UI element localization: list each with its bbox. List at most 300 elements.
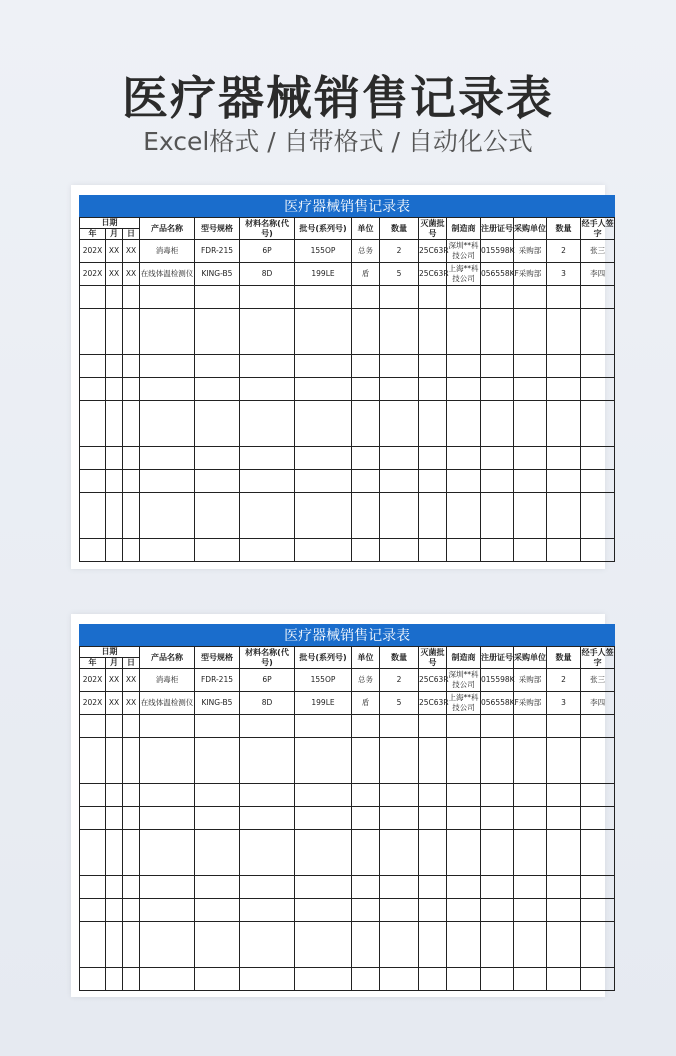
empty-cell[interactable] xyxy=(481,922,514,968)
empty-cell[interactable] xyxy=(195,968,240,991)
empty-cell[interactable] xyxy=(195,784,240,807)
empty-cell[interactable] xyxy=(123,309,140,355)
empty-cell[interactable] xyxy=(80,309,106,355)
empty-cell[interactable] xyxy=(140,378,195,401)
empty-cell[interactable] xyxy=(240,378,295,401)
empty-cell[interactable] xyxy=(295,401,352,447)
empty-cell[interactable] xyxy=(106,968,123,991)
empty-cell[interactable] xyxy=(419,286,447,309)
table-cell[interactable]: 3 xyxy=(547,263,581,286)
empty-cell[interactable] xyxy=(514,968,547,991)
empty-cell[interactable] xyxy=(123,922,140,968)
empty-cell[interactable] xyxy=(240,401,295,447)
table-cell[interactable]: 6P xyxy=(240,240,295,263)
empty-cell[interactable] xyxy=(295,876,352,899)
empty-cell[interactable] xyxy=(240,309,295,355)
empty-cell[interactable] xyxy=(447,309,481,355)
table-cell[interactable]: FDR-215 xyxy=(195,240,240,263)
empty-cell[interactable] xyxy=(447,286,481,309)
empty-cell[interactable] xyxy=(547,401,581,447)
empty-cell[interactable] xyxy=(547,715,581,738)
empty-cell[interactable] xyxy=(80,378,106,401)
empty-cell[interactable] xyxy=(352,784,380,807)
empty-cell[interactable] xyxy=(80,539,106,562)
empty-cell[interactable] xyxy=(240,876,295,899)
empty-cell[interactable] xyxy=(514,876,547,899)
empty-cell[interactable] xyxy=(80,830,106,876)
empty-cell[interactable] xyxy=(481,830,514,876)
empty-cell[interactable] xyxy=(123,539,140,562)
empty-cell[interactable] xyxy=(140,968,195,991)
empty-cell[interactable] xyxy=(514,447,547,470)
table-cell[interactable]: 在线体温检测仪 xyxy=(140,263,195,286)
empty-cell[interactable] xyxy=(106,715,123,738)
empty-cell[interactable] xyxy=(123,807,140,830)
table-cell[interactable]: 199LE xyxy=(295,263,352,286)
table-cell[interactable]: 张三 xyxy=(581,240,615,263)
empty-cell[interactable] xyxy=(80,968,106,991)
empty-cell[interactable] xyxy=(581,807,615,830)
table-cell[interactable]: FDR-215 xyxy=(195,669,240,692)
empty-cell[interactable] xyxy=(581,715,615,738)
empty-cell[interactable] xyxy=(514,286,547,309)
empty-cell[interactable] xyxy=(80,401,106,447)
empty-cell[interactable] xyxy=(419,309,447,355)
empty-cell[interactable] xyxy=(295,738,352,784)
empty-cell[interactable] xyxy=(140,539,195,562)
empty-cell[interactable] xyxy=(547,470,581,493)
empty-cell[interactable] xyxy=(195,738,240,784)
empty-cell[interactable] xyxy=(447,355,481,378)
empty-cell[interactable] xyxy=(123,286,140,309)
table-cell[interactable]: 056558KF xyxy=(481,692,514,715)
empty-cell[interactable] xyxy=(481,784,514,807)
table-cell[interactable]: 2 xyxy=(547,240,581,263)
empty-cell[interactable] xyxy=(581,899,615,922)
empty-cell[interactable] xyxy=(295,899,352,922)
table-cell[interactable]: 总务 xyxy=(352,240,380,263)
empty-cell[interactable] xyxy=(195,715,240,738)
empty-cell[interactable] xyxy=(481,539,514,562)
empty-cell[interactable] xyxy=(80,784,106,807)
empty-cell[interactable] xyxy=(380,899,419,922)
empty-cell[interactable] xyxy=(514,922,547,968)
empty-cell[interactable] xyxy=(514,738,547,784)
table-cell[interactable]: 202X xyxy=(80,669,106,692)
empty-cell[interactable] xyxy=(106,807,123,830)
empty-cell[interactable] xyxy=(380,715,419,738)
empty-cell[interactable] xyxy=(106,286,123,309)
empty-cell[interactable] xyxy=(195,286,240,309)
empty-cell[interactable] xyxy=(352,309,380,355)
empty-cell[interactable] xyxy=(547,738,581,784)
empty-cell[interactable] xyxy=(481,738,514,784)
empty-cell[interactable] xyxy=(240,968,295,991)
empty-cell[interactable] xyxy=(352,493,380,539)
table-cell[interactable]: 上海**科技公司 xyxy=(447,263,481,286)
empty-cell[interactable] xyxy=(380,355,419,378)
empty-cell[interactable] xyxy=(447,899,481,922)
empty-cell[interactable] xyxy=(140,286,195,309)
table-cell[interactable]: 在线体温检测仪 xyxy=(140,692,195,715)
empty-cell[interactable] xyxy=(295,493,352,539)
empty-cell[interactable] xyxy=(352,447,380,470)
table-cell[interactable]: 李四 xyxy=(581,263,615,286)
empty-cell[interactable] xyxy=(80,447,106,470)
empty-cell[interactable] xyxy=(295,539,352,562)
empty-cell[interactable] xyxy=(581,539,615,562)
table-cell[interactable]: 上海**科技公司 xyxy=(447,692,481,715)
empty-cell[interactable] xyxy=(481,355,514,378)
table-cell[interactable]: 8D xyxy=(240,692,295,715)
empty-cell[interactable] xyxy=(240,922,295,968)
empty-cell[interactable] xyxy=(514,493,547,539)
empty-cell[interactable] xyxy=(240,447,295,470)
table-cell[interactable]: 202X xyxy=(80,263,106,286)
table-cell[interactable]: 2 xyxy=(547,669,581,692)
empty-cell[interactable] xyxy=(447,470,481,493)
empty-cell[interactable] xyxy=(481,447,514,470)
table-cell[interactable]: 盾 xyxy=(352,692,380,715)
empty-cell[interactable] xyxy=(380,807,419,830)
empty-cell[interactable] xyxy=(295,807,352,830)
empty-cell[interactable] xyxy=(295,378,352,401)
empty-cell[interactable] xyxy=(380,922,419,968)
empty-cell[interactable] xyxy=(295,470,352,493)
empty-cell[interactable] xyxy=(547,876,581,899)
empty-cell[interactable] xyxy=(195,922,240,968)
empty-cell[interactable] xyxy=(419,830,447,876)
empty-cell[interactable] xyxy=(140,830,195,876)
empty-cell[interactable] xyxy=(514,715,547,738)
empty-cell[interactable] xyxy=(80,470,106,493)
empty-cell[interactable] xyxy=(240,286,295,309)
empty-cell[interactable] xyxy=(481,876,514,899)
empty-cell[interactable] xyxy=(80,807,106,830)
table-cell[interactable]: 25C63R xyxy=(419,669,447,692)
empty-cell[interactable] xyxy=(380,378,419,401)
empty-cell[interactable] xyxy=(140,493,195,539)
empty-cell[interactable] xyxy=(419,922,447,968)
empty-cell[interactable] xyxy=(140,784,195,807)
empty-cell[interactable] xyxy=(295,286,352,309)
table-cell[interactable]: XX xyxy=(123,263,140,286)
empty-cell[interactable] xyxy=(581,830,615,876)
empty-cell[interactable] xyxy=(581,309,615,355)
empty-cell[interactable] xyxy=(352,807,380,830)
empty-cell[interactable] xyxy=(547,922,581,968)
empty-cell[interactable] xyxy=(80,286,106,309)
empty-cell[interactable] xyxy=(547,830,581,876)
table-cell[interactable]: KING-B5 xyxy=(195,263,240,286)
empty-cell[interactable] xyxy=(295,309,352,355)
empty-cell[interactable] xyxy=(419,470,447,493)
empty-cell[interactable] xyxy=(352,876,380,899)
empty-cell[interactable] xyxy=(295,447,352,470)
empty-cell[interactable] xyxy=(581,447,615,470)
empty-cell[interactable] xyxy=(106,876,123,899)
empty-cell[interactable] xyxy=(123,493,140,539)
empty-cell[interactable] xyxy=(447,738,481,784)
empty-cell[interactable] xyxy=(380,784,419,807)
empty-cell[interactable] xyxy=(380,968,419,991)
empty-cell[interactable] xyxy=(195,447,240,470)
empty-cell[interactable] xyxy=(481,968,514,991)
empty-cell[interactable] xyxy=(481,470,514,493)
empty-cell[interactable] xyxy=(481,899,514,922)
empty-cell[interactable] xyxy=(419,355,447,378)
empty-cell[interactable] xyxy=(106,784,123,807)
empty-cell[interactable] xyxy=(352,715,380,738)
empty-cell[interactable] xyxy=(80,715,106,738)
table-cell[interactable]: 202X xyxy=(80,240,106,263)
empty-cell[interactable] xyxy=(581,401,615,447)
empty-cell[interactable] xyxy=(140,715,195,738)
empty-cell[interactable] xyxy=(547,899,581,922)
empty-cell[interactable] xyxy=(80,899,106,922)
empty-cell[interactable] xyxy=(581,922,615,968)
empty-cell[interactable] xyxy=(547,286,581,309)
empty-cell[interactable] xyxy=(123,830,140,876)
empty-cell[interactable] xyxy=(481,309,514,355)
empty-cell[interactable] xyxy=(419,493,447,539)
table-cell[interactable]: 采购部 xyxy=(514,240,547,263)
empty-cell[interactable] xyxy=(547,807,581,830)
empty-cell[interactable] xyxy=(123,968,140,991)
empty-cell[interactable] xyxy=(419,715,447,738)
table-cell[interactable]: 消毒柜 xyxy=(140,240,195,263)
empty-cell[interactable] xyxy=(106,378,123,401)
empty-cell[interactable] xyxy=(352,401,380,447)
table-cell[interactable]: 155OP xyxy=(295,669,352,692)
table-cell[interactable]: 2 xyxy=(380,240,419,263)
table-cell[interactable]: XX xyxy=(106,692,123,715)
empty-cell[interactable] xyxy=(240,807,295,830)
empty-cell[interactable] xyxy=(447,784,481,807)
empty-cell[interactable] xyxy=(123,784,140,807)
empty-cell[interactable] xyxy=(380,830,419,876)
empty-cell[interactable] xyxy=(195,876,240,899)
empty-cell[interactable] xyxy=(581,876,615,899)
table-cell[interactable]: 25C63R xyxy=(419,692,447,715)
table-cell[interactable]: XX xyxy=(106,669,123,692)
empty-cell[interactable] xyxy=(80,738,106,784)
empty-cell[interactable] xyxy=(352,378,380,401)
empty-cell[interactable] xyxy=(195,470,240,493)
empty-cell[interactable] xyxy=(195,378,240,401)
table-cell[interactable]: XX xyxy=(123,669,140,692)
empty-cell[interactable] xyxy=(514,830,547,876)
empty-cell[interactable] xyxy=(352,830,380,876)
empty-cell[interactable] xyxy=(80,876,106,899)
table-cell[interactable]: 056558KF xyxy=(481,263,514,286)
empty-cell[interactable] xyxy=(140,876,195,899)
empty-cell[interactable] xyxy=(106,470,123,493)
empty-cell[interactable] xyxy=(547,784,581,807)
empty-cell[interactable] xyxy=(123,355,140,378)
empty-cell[interactable] xyxy=(240,784,295,807)
empty-cell[interactable] xyxy=(140,738,195,784)
empty-cell[interactable] xyxy=(295,355,352,378)
empty-cell[interactable] xyxy=(140,355,195,378)
table-cell[interactable]: KING-B5 xyxy=(195,692,240,715)
table-cell[interactable]: 8D xyxy=(240,263,295,286)
table-cell[interactable]: 5 xyxy=(380,263,419,286)
empty-cell[interactable] xyxy=(140,309,195,355)
empty-cell[interactable] xyxy=(140,447,195,470)
empty-cell[interactable] xyxy=(295,922,352,968)
table-cell[interactable]: 深圳**科技公司 xyxy=(447,240,481,263)
empty-cell[interactable] xyxy=(481,401,514,447)
table-cell[interactable]: 消毒柜 xyxy=(140,669,195,692)
empty-cell[interactable] xyxy=(295,715,352,738)
empty-cell[interactable] xyxy=(581,738,615,784)
empty-cell[interactable] xyxy=(195,899,240,922)
empty-cell[interactable] xyxy=(295,830,352,876)
empty-cell[interactable] xyxy=(195,807,240,830)
empty-cell[interactable] xyxy=(419,807,447,830)
empty-cell[interactable] xyxy=(514,355,547,378)
empty-cell[interactable] xyxy=(195,493,240,539)
table-cell[interactable]: 深圳**科技公司 xyxy=(447,669,481,692)
empty-cell[interactable] xyxy=(352,899,380,922)
empty-cell[interactable] xyxy=(352,968,380,991)
empty-cell[interactable] xyxy=(380,447,419,470)
empty-cell[interactable] xyxy=(352,922,380,968)
empty-cell[interactable] xyxy=(295,784,352,807)
empty-cell[interactable] xyxy=(547,493,581,539)
table-cell[interactable]: XX xyxy=(106,263,123,286)
table-cell[interactable]: 张三 xyxy=(581,669,615,692)
empty-cell[interactable] xyxy=(380,401,419,447)
empty-cell[interactable] xyxy=(481,715,514,738)
empty-cell[interactable] xyxy=(447,922,481,968)
empty-cell[interactable] xyxy=(106,309,123,355)
empty-cell[interactable] xyxy=(547,447,581,470)
table-cell[interactable]: 199LE xyxy=(295,692,352,715)
empty-cell[interactable] xyxy=(447,968,481,991)
empty-cell[interactable] xyxy=(140,470,195,493)
empty-cell[interactable] xyxy=(514,378,547,401)
empty-cell[interactable] xyxy=(514,807,547,830)
empty-cell[interactable] xyxy=(240,899,295,922)
empty-cell[interactable] xyxy=(295,968,352,991)
table-cell[interactable]: XX xyxy=(106,240,123,263)
empty-cell[interactable] xyxy=(581,784,615,807)
table-cell[interactable]: 155OP xyxy=(295,240,352,263)
empty-cell[interactable] xyxy=(419,447,447,470)
empty-cell[interactable] xyxy=(140,922,195,968)
empty-cell[interactable] xyxy=(419,899,447,922)
empty-cell[interactable] xyxy=(447,401,481,447)
table-cell[interactable]: 5 xyxy=(380,692,419,715)
empty-cell[interactable] xyxy=(481,493,514,539)
empty-cell[interactable] xyxy=(380,876,419,899)
empty-cell[interactable] xyxy=(419,784,447,807)
empty-cell[interactable] xyxy=(419,378,447,401)
empty-cell[interactable] xyxy=(581,355,615,378)
empty-cell[interactable] xyxy=(123,378,140,401)
table-cell[interactable]: 采购部 xyxy=(514,692,547,715)
empty-cell[interactable] xyxy=(352,539,380,562)
empty-cell[interactable] xyxy=(447,715,481,738)
empty-cell[interactable] xyxy=(240,470,295,493)
empty-cell[interactable] xyxy=(123,738,140,784)
empty-cell[interactable] xyxy=(380,286,419,309)
empty-cell[interactable] xyxy=(240,493,295,539)
empty-cell[interactable] xyxy=(419,738,447,784)
empty-cell[interactable] xyxy=(195,309,240,355)
empty-cell[interactable] xyxy=(581,493,615,539)
empty-cell[interactable] xyxy=(123,876,140,899)
empty-cell[interactable] xyxy=(352,470,380,493)
table-cell[interactable]: 2 xyxy=(380,669,419,692)
table-cell[interactable]: 25C63R xyxy=(419,263,447,286)
empty-cell[interactable] xyxy=(581,470,615,493)
empty-cell[interactable] xyxy=(547,539,581,562)
table-cell[interactable]: 李四 xyxy=(581,692,615,715)
empty-cell[interactable] xyxy=(240,738,295,784)
empty-cell[interactable] xyxy=(123,401,140,447)
empty-cell[interactable] xyxy=(581,286,615,309)
table-cell[interactable]: 3 xyxy=(547,692,581,715)
table-cell[interactable]: 盾 xyxy=(352,263,380,286)
empty-cell[interactable] xyxy=(514,401,547,447)
empty-cell[interactable] xyxy=(140,899,195,922)
empty-cell[interactable] xyxy=(80,355,106,378)
empty-cell[interactable] xyxy=(547,968,581,991)
empty-cell[interactable] xyxy=(419,876,447,899)
table-cell[interactable]: 25C63R xyxy=(419,240,447,263)
empty-cell[interactable] xyxy=(195,539,240,562)
table-cell[interactable]: XX xyxy=(123,240,140,263)
empty-cell[interactable] xyxy=(240,539,295,562)
empty-cell[interactable] xyxy=(123,899,140,922)
empty-cell[interactable] xyxy=(106,355,123,378)
empty-cell[interactable] xyxy=(140,807,195,830)
table-cell[interactable]: 采购部 xyxy=(514,263,547,286)
empty-cell[interactable] xyxy=(380,493,419,539)
empty-cell[interactable] xyxy=(447,539,481,562)
empty-cell[interactable] xyxy=(195,401,240,447)
empty-cell[interactable] xyxy=(380,470,419,493)
empty-cell[interactable] xyxy=(419,968,447,991)
empty-cell[interactable] xyxy=(140,401,195,447)
table-cell[interactable]: 总务 xyxy=(352,669,380,692)
empty-cell[interactable] xyxy=(195,830,240,876)
empty-cell[interactable] xyxy=(195,355,240,378)
empty-cell[interactable] xyxy=(106,899,123,922)
empty-cell[interactable] xyxy=(106,401,123,447)
empty-cell[interactable] xyxy=(447,447,481,470)
empty-cell[interactable] xyxy=(447,493,481,539)
empty-cell[interactable] xyxy=(547,355,581,378)
empty-cell[interactable] xyxy=(514,470,547,493)
empty-cell[interactable] xyxy=(419,401,447,447)
table-cell[interactable]: 202X xyxy=(80,692,106,715)
table-cell[interactable]: 6P xyxy=(240,669,295,692)
empty-cell[interactable] xyxy=(514,309,547,355)
empty-cell[interactable] xyxy=(106,493,123,539)
empty-cell[interactable] xyxy=(481,286,514,309)
empty-cell[interactable] xyxy=(481,807,514,830)
empty-cell[interactable] xyxy=(380,309,419,355)
empty-cell[interactable] xyxy=(547,378,581,401)
empty-cell[interactable] xyxy=(123,715,140,738)
empty-cell[interactable] xyxy=(123,470,140,493)
empty-cell[interactable] xyxy=(581,378,615,401)
empty-cell[interactable] xyxy=(352,355,380,378)
